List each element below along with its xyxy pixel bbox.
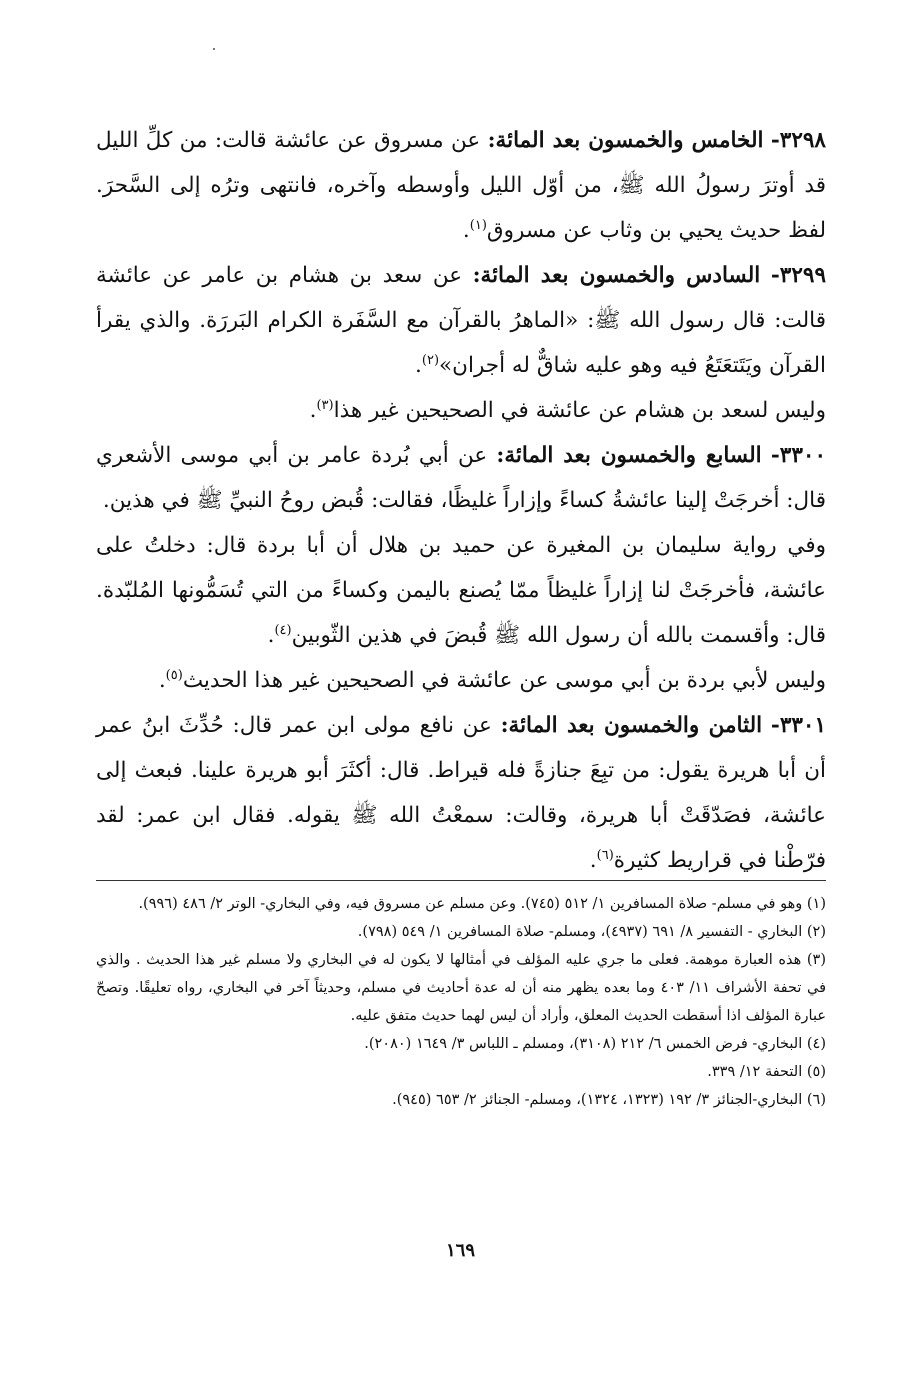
footnote-2 — [96, 918, 826, 946]
footnote-ref[interactable]: (٤) — [274, 622, 292, 638]
footnote-text: البخاري - التفسير ٨/ ٦٩١ (٤٩٣٧)، ومسلم- صلاة المسافرين ١/ ٥٤٩ (٧٩٨). — [357, 924, 807, 940]
footnote-ref[interactable]: (١) — [469, 217, 487, 233]
footnote-label: (٥) — [806, 1064, 826, 1080]
main-text-body — [96, 118, 826, 883]
footnote-separator — [96, 880, 826, 881]
narration-paragraph: وفي رواية سليمان بن المغيرة عن حميد بن هلال أن أبا بردة قال: دخلتُ على عائشة، فأخرجَتْ لنا إزاراً غليظاً ممّا يُصنع باليمن وكساءً من التي تُسَمُّونها المُلبّدة. قال: وأقسمت بالله أن رسول الله ﷺ قُبضَ في هذين الثّوبين$^{(٤)}$. — [96, 533, 826, 648]
note-paragraph: وليس لسعد بن هشام عن عائشة في الصحيحين غير هذا$^{(٣)}$. — [309, 397, 826, 423]
footnote-label: (١) — [806, 896, 826, 912]
footnote-ref[interactable]: (٢) — [421, 352, 440, 368]
hadith-heading: السادس والخمسون بعد المائة: — [472, 263, 761, 288]
hadith-number: ٣٣٠١- — [770, 713, 827, 738]
hadith-number: ٣٣٠٠- — [770, 443, 826, 468]
hadith-3301: ٣٣٠١- الثامن والخمسون بعد المائة: عن نافع مولى ابن عمر قال: حُدِّثَ ابنُ عمر أن أبا هريرة يقول: من تبِعَ جنازةً فله قيراط. قال: أكثَرَ أبو هريرة علينا. فبعث إلى عائشة، فصَدّقَتْ أبا هريرة، وقالت: سمعْتُ الله ﷺ يقوله. فقال ابن عمر: لقد فرّطْنا في قراريط كثيرة$^{(٦)}$. — [96, 713, 827, 873]
hadith-text: عن سعد بن هشام بن عامر عن عائشة قالت: قال رسول الله ﷺ: «الماهرُ بالقرآن مع السَّفَرة الكرام البَررَة. والذي يقرأ القرآن ويَتَتعَتَعُ فيه وهو عليه شاقٌّ له أجران» — [96, 263, 826, 378]
footnote-label: (٦) — [806, 1092, 826, 1108]
narration-text: وفي رواية سليمان بن المغيرة عن حميد بن هلال أن أبا بردة قال: دخلتُ على عائشة، فأخرجَتْ لنا إزاراً غليظاً ممّا يُصنع باليمن وكساءً من التي تُسَمُّونها المُلبّدة. قال: وأقسمت بالله أن رسول الله ﷺ قُبضَ في هذين الثّوبين — [96, 533, 826, 648]
footnote-6 — [96, 1086, 826, 1114]
hadith-number: ٣٢٩٩- — [770, 263, 826, 288]
hadith-3300 — [96, 433, 826, 523]
note-paragraph: وليس لأبي بردة بن أبي موسى عن عائشة في الصحيحين غير هذا الحديث$^{(٥)}$. — [158, 667, 826, 693]
footnote-label: (٤) — [806, 1036, 826, 1052]
footnote-4 — [96, 1030, 826, 1058]
footnote-text: هذه العبارة موهمة. فعلى ما جري عليه المؤلف في أمثالها لا يكون له في البخاري ولا مسلم غير هذا الحديث . والذي في تحفة الأشراف ١١/ ٤٠٣ وما بعده يظهر منه أن له عدة أحاديث في مسلم، وحديثاً آخر في البخاري، رواه تعليقًا. وتصحّ عبارة المؤلف اذا أسقطت الحديث المعلق، وأراد أن ليس لهما حديث متفق عليه. — [96, 952, 826, 1024]
footnotes-section — [96, 890, 826, 1114]
note-text: وليس لسعد بن هشام عن عائشة في الصحيحين غير هذا — [333, 398, 826, 423]
hadith-heading: الثامن والخمسون بعد المائة: — [500, 713, 763, 738]
hadith-3298: ٣٢٩٨- الخامس والخمسون بعد المائة: عن مسروق عن عائشة قالت: من كلِّ الليل قد أوترَ رسولُ الله ﷺ، من أوّل الليل وأوسطه وآخره، فانتهى وترُه إلى السَّحرَ. لفظ حديث يحيي بن وثاب عن مسروق$^{(١)}$. — [96, 128, 826, 243]
hadith-text: عن مسروق عن عائشة قالت: من كلِّ الليل قد أوترَ رسولُ الله ﷺ، من أوّل الليل وأوسطه وآخره، فانتهى وترُه إلى السَّحرَ. لفظ حديث يحيي بن وثاب عن مسروق — [96, 128, 826, 243]
footnote-text: التحفة ١٢/ ٣٣٩. — [707, 1064, 807, 1080]
footnote-ref[interactable]: (٣) — [316, 397, 334, 413]
footnote-text: وهو في مسلم- صلاة المسافرين ١/ ٥١٢ (٧٤٥). وعن مسلم عن مسروق فيه، وفي البخاري- الوتر ٢/ ٤٨٦ (٩٩٦). — [138, 896, 807, 912]
hadith-number: ٣٢٩٨- — [770, 128, 826, 153]
hadith-text: عن نافع مولى ابن عمر قال: حُدِّثَ ابنُ عمر أن أبا هريرة يقول: من تبِعَ جنازةً فله قيراط. قال: أكثَرَ أبو هريرة علينا. فبعث إلى عائشة، فصَدّقَتْ أبا هريرة، وقالت: سمعْتُ الله ﷺ يقوله. فقال ابن عمر: لقد فرّطْنا في قراريط كثيرة — [96, 713, 826, 873]
hadith-3299: ٣٢٩٩- السادس والخمسون بعد المائة: عن سعد بن هشام بن عامر عن عائشة قالت: قال رسول الله ﷺ: «الماهرُ بالقرآن مع السَّفَرة الكرام البَررَة. والذي يقرأ القرآن ويَتَتعَتَعُ فيه وهو عليه شاقٌّ له أجران»$^{(٢)}$. — [96, 263, 826, 378]
footnote-1 — [96, 890, 826, 918]
footnote-text: البخاري- فرض الخمس ٦/ ٢١٢ (٣١٠٨)، ومسلم ـ اللباس ٣/ ١٦٤٩ (٢٠٨٠). — [364, 1036, 807, 1052]
hadith-heading: السابع والخمسون بعد المائة: — [496, 443, 762, 468]
scan-speck — [213, 48, 215, 50]
footnote-label: (٣) — [806, 952, 826, 968]
footnote-5 — [96, 1058, 826, 1086]
footnote-text: البخاري-الجنائز ٣/ ١٩٢ (١٣٢٣، ١٣٢٤)، ومسلم- الجنائز ٢/ ٦٥٣ (٩٤٥). — [392, 1092, 807, 1108]
hadith-heading: الخامس والخمسون بعد المائة: — [487, 128, 764, 153]
hadith-text: عن أبي بُردة عامر بن أبي موسى الأشعري قال: أخرجَتْ إلينا عائشةُ كساءً وإزاراً غليظًا، فقالت: قُبض روحُ النبيِّ ﷺ في هذين. — [96, 443, 826, 513]
footnote-ref[interactable]: (٥) — [165, 667, 183, 683]
footnote-label: (٢) — [806, 924, 826, 940]
page-number: ١٦٩ — [445, 1240, 475, 1261]
footnote-ref[interactable]: (٦) — [596, 847, 614, 863]
note-text: وليس لأبي بردة بن أبي موسى عن عائشة في الصحيحين غير هذا الحديث — [182, 668, 826, 693]
footnote-3 — [96, 946, 826, 1030]
